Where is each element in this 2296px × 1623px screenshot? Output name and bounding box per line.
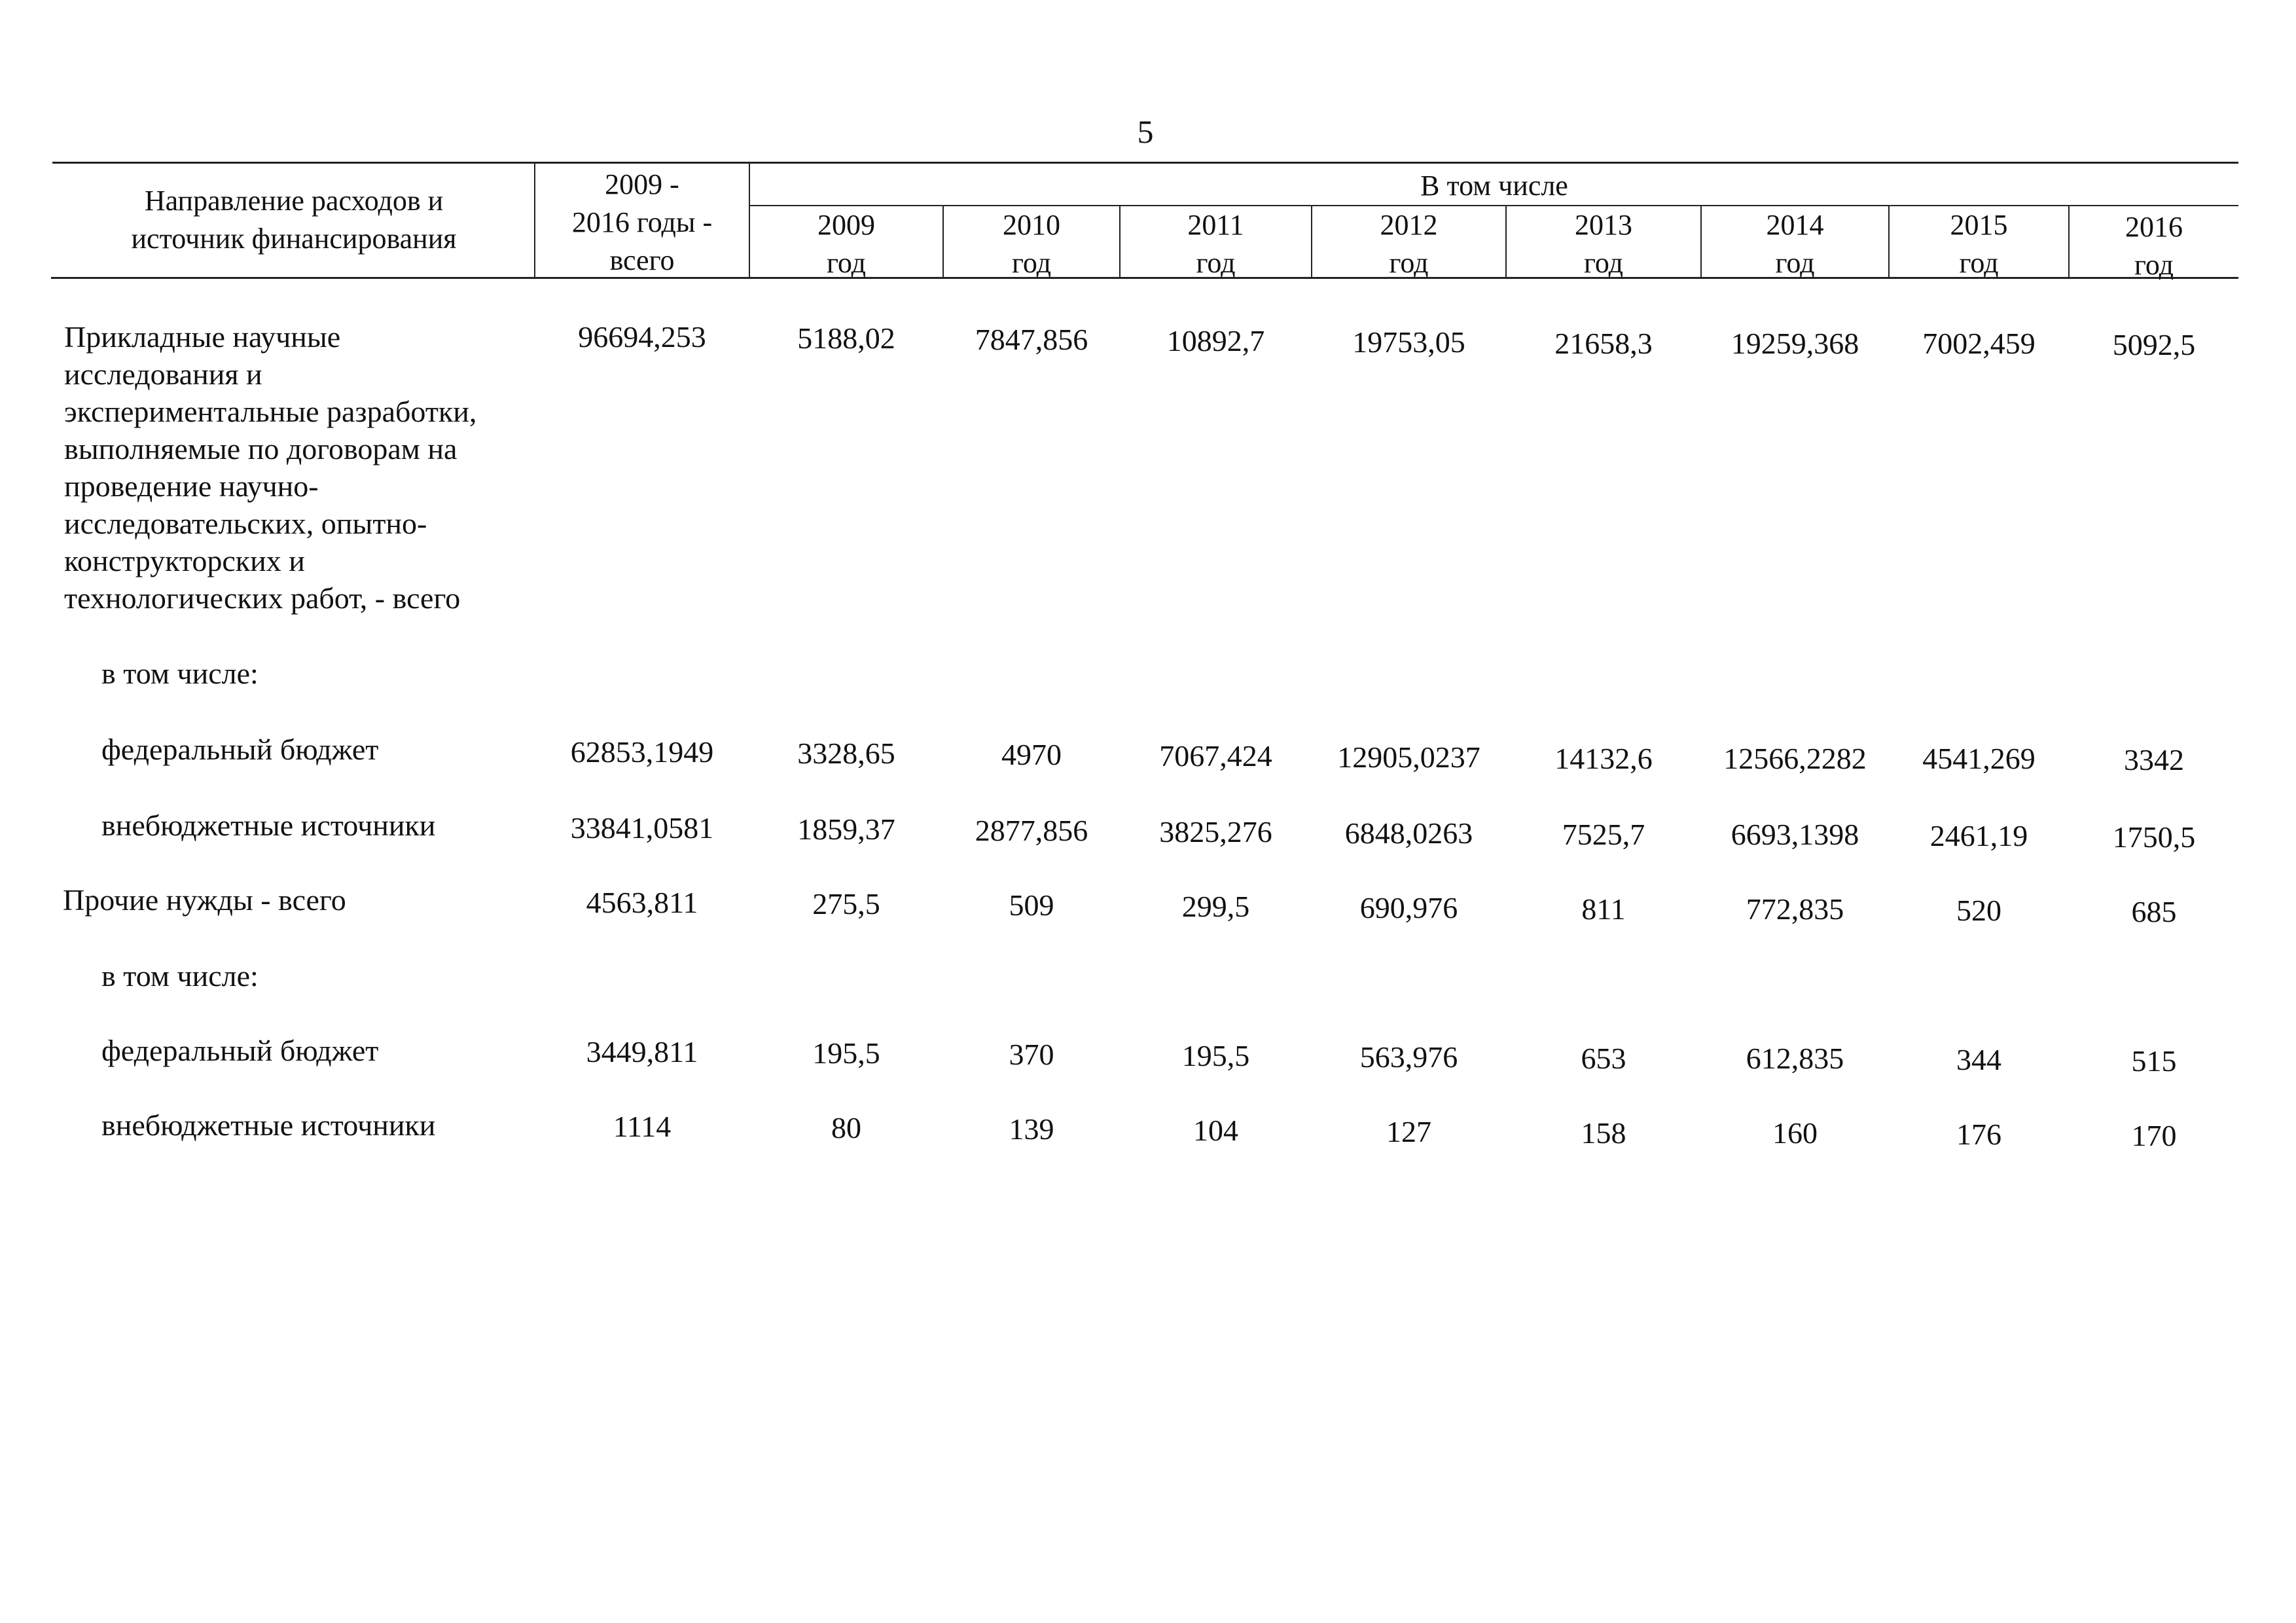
page-number: 5 (1137, 113, 1154, 150)
value-cell-2016: 3342 (2124, 743, 2184, 776)
value-cell-2009: 3328,65 (797, 737, 895, 770)
year-unit: год (1583, 247, 1624, 279)
value-cell-2011: 3825,276 (1159, 815, 1272, 848)
value-cell-2014: 612,835 (1746, 1042, 1844, 1075)
value-cell-2011: 299,5 (1181, 890, 1250, 923)
value-cell-2010: 4970 (1001, 738, 1062, 771)
header-total-line3: всего (609, 244, 675, 276)
year-unit: год (1959, 247, 1999, 279)
row-label-line: Прикладные научные (64, 320, 341, 354)
value-cell-2011: 7067,424 (1159, 739, 1272, 773)
row-label-line: экспериментальные разработки, (64, 395, 477, 428)
total-cell: 3449,811 (586, 1035, 698, 1068)
value-cell-2013: 158 (1581, 1116, 1626, 1150)
row-label: в том числе: (101, 959, 259, 993)
value-cell-2012: 563,976 (1359, 1040, 1458, 1074)
total-cell: 62853,1949 (570, 735, 714, 769)
header-year-2014 (1702, 206, 1888, 282)
header-total-line1: 2009 - (605, 168, 679, 200)
header-total-line2: 2016 годы - (571, 206, 713, 238)
value-cell-2013: 21658,3 (1554, 327, 1653, 360)
header-year-2013 (1507, 206, 1700, 282)
value-cell-2015: 7002,459 (1922, 327, 2036, 360)
row-label-line: исследовательских, опытно- (64, 507, 427, 540)
value-cell-2009: 80 (831, 1111, 861, 1144)
row-label-line: конструкторских и (64, 544, 305, 577)
value-cell-2013: 14132,6 (1554, 742, 1653, 775)
value-cell-2012: 12905,0237 (1337, 740, 1480, 774)
value-cell-2014: 12566,2282 (1723, 742, 1867, 775)
value-cell-2014: 772,835 (1746, 892, 1844, 926)
value-cell-2016: 170 (2131, 1119, 2177, 1152)
header-year-2012 (1312, 206, 1505, 282)
row-label-line: проведение научно- (64, 469, 319, 503)
header-direction-line1: Направление расходов и (144, 185, 444, 217)
value-cell-2015: 344 (1956, 1043, 2001, 1076)
row-label-line: технологических работ, - всего (64, 581, 461, 615)
value-cell-2013: 811 (1581, 892, 1626, 926)
row-label: Прочие нужды - всего (63, 883, 346, 917)
row-label: в том числе: (101, 657, 259, 690)
value-cell-2016: 515 (2131, 1044, 2177, 1078)
year-label: 2012 (1380, 209, 1438, 241)
year-label: 2010 (1003, 209, 1060, 241)
year-unit: год (826, 247, 867, 279)
value-cell-2013: 653 (1581, 1042, 1626, 1075)
header-year-2009 (750, 206, 942, 282)
value-cell-2012: 127 (1386, 1115, 1431, 1148)
total-cell: 33841,0581 (570, 811, 714, 845)
value-cell-2016: 1750,5 (2112, 820, 2196, 854)
value-cell-2014: 19259,368 (1731, 327, 1859, 360)
value-cell-2011: 104 (1193, 1114, 1238, 1147)
value-cell-2016: 685 (2131, 895, 2177, 928)
value-cell-2009: 5188,02 (797, 321, 895, 355)
value-cell-2009: 1859,37 (797, 812, 895, 846)
header-direction-line2: источник финансирования (131, 223, 457, 255)
value-cell-2015: 2461,19 (1929, 819, 2028, 852)
value-cell-2011: 10892,7 (1166, 324, 1265, 357)
header-year-2010 (944, 206, 1119, 282)
year-unit: год (1389, 247, 1429, 279)
value-cell-2010: 370 (1009, 1038, 1054, 1071)
year-unit: год (1775, 247, 1815, 279)
row-label-line: исследования и (64, 357, 262, 391)
header-total (535, 166, 749, 280)
value-cell-2010: 139 (1009, 1112, 1054, 1146)
value-cell-2012: 6848,0263 (1344, 816, 1473, 850)
year-label: 2015 (1950, 209, 2008, 241)
value-cell-2010: 7847,856 (975, 323, 1088, 356)
year-label: 2011 (1187, 209, 1244, 241)
year-label: 2009 (817, 209, 875, 241)
value-cell-2009: 275,5 (812, 887, 880, 921)
header-year-2011 (1121, 206, 1311, 282)
year-label: 2013 (1575, 209, 1632, 241)
row-label (64, 318, 476, 617)
header-year-2016 (2070, 208, 2238, 284)
row-label: внебюджетные источники (101, 1108, 436, 1142)
year-unit: год (2134, 249, 2174, 281)
value-cell-2012: 19753,05 (1352, 325, 1465, 359)
header-direction (54, 182, 534, 258)
value-cell-2010: 2877,856 (975, 814, 1088, 847)
header-top-rule (52, 162, 2238, 164)
value-cell-2016: 5092,5 (2112, 328, 2196, 361)
total-cell: 1114 (613, 1110, 672, 1143)
header-including: В том числе (1420, 170, 1568, 202)
value-cell-2012: 690,976 (1359, 891, 1458, 924)
value-cell-2014: 6693,1398 (1731, 818, 1859, 851)
year-label: 2014 (1766, 209, 1824, 241)
value-cell-2015: 176 (1956, 1118, 2001, 1151)
year-unit: год (1011, 247, 1052, 279)
value-cell-2015: 520 (1956, 894, 2001, 927)
value-cell-2009: 195,5 (812, 1036, 880, 1070)
row-label: федеральный бюджет (101, 1034, 379, 1067)
header-year-2015 (1890, 206, 2068, 282)
row-label: федеральный бюджет (101, 733, 379, 766)
value-cell-2015: 4541,269 (1922, 742, 2036, 775)
year-label: 2016 (2125, 211, 2183, 243)
total-cell: 96694,253 (578, 320, 706, 354)
value-cell-2014: 160 (1772, 1116, 1818, 1150)
value-cell-2010: 509 (1009, 888, 1054, 922)
year-unit: год (1196, 247, 1236, 279)
row-label: внебюджетные источники (101, 809, 436, 842)
value-cell-2013: 7525,7 (1562, 818, 1645, 851)
value-cell-2011: 195,5 (1181, 1039, 1250, 1072)
row-label-line: выполняемые по договорам на (64, 432, 457, 465)
total-cell: 4563,811 (586, 886, 698, 919)
